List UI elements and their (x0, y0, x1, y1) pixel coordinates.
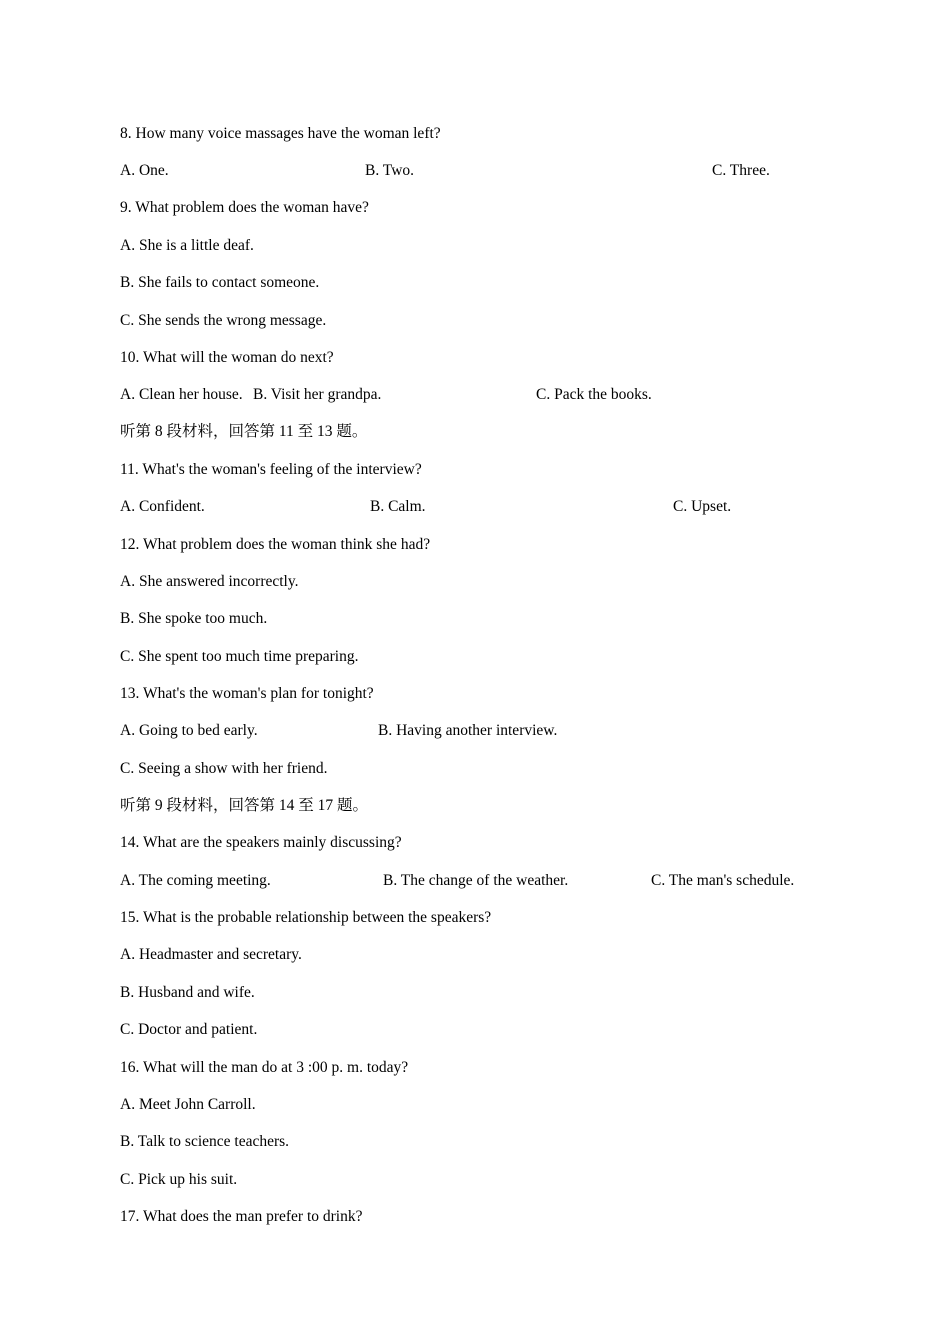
question-16-option-b: B. Talk to science teachers. (120, 1133, 290, 1150)
question-13-text: 13. What's the woman's plan for tonight? (120, 685, 374, 702)
question-12-option-b: B. She spoke too much. (120, 610, 268, 627)
question-12-option-a: A. She answered incorrectly. (120, 573, 299, 590)
question-13-option-a: A. Going to bed early. (120, 722, 258, 739)
question-13-option-c: C. Seeing a show with her friend. (120, 760, 328, 777)
question-8-option-b: B. Two. (365, 162, 415, 179)
question-9-option-c: C. She sends the wrong message. (120, 312, 327, 329)
question-9-option-b: B. She fails to contact someone. (120, 274, 320, 291)
question-15-text: 15. What is the probable relationship between the speakers? (120, 909, 492, 926)
question-13-option-b: B. Having another interview. (378, 722, 558, 739)
question-15-option-a: A. Headmaster and secretary. (120, 946, 302, 963)
question-16-text: 16. What will the man do at 3 :00 p. m. today? (120, 1059, 409, 1076)
question-12-text: 12. What problem does the woman think she had? (120, 536, 431, 553)
question-8-option-c: C. Three. (712, 162, 770, 179)
question-11-option-b: B. Calm. (370, 498, 426, 515)
question-8-text: 8. How many voice massages have the woman left? (120, 125, 441, 142)
question-11-text: 11. What's the woman's feeling of the interview? (120, 461, 422, 478)
question-11-option-c: C. Upset. (673, 498, 732, 515)
question-17-text: 17. What does the man prefer to drink? (120, 1208, 363, 1225)
question-10-option-b: B. Visit her grandpa. (253, 386, 382, 403)
question-16-option-a: A. Meet John Carroll. (120, 1096, 256, 1113)
section-8-heading: 听第 8 段材料，回答第 11 至 13 题。 (120, 423, 368, 440)
question-14-option-b: B. The change of the weather. (383, 872, 569, 889)
question-10-option-c: C. Pack the books. (536, 386, 652, 403)
question-9-text: 9. What problem does the woman have? (120, 199, 369, 216)
question-8-option-a: A. One. (120, 162, 169, 179)
question-10-option-a: A. Clean her house. (120, 386, 243, 403)
question-16-option-c: C. Pick up his suit. (120, 1171, 238, 1188)
question-12-option-c: C. She spent too much time preparing. (120, 648, 359, 665)
question-11-option-a: A. Confident. (120, 498, 205, 515)
question-15-option-c: C. Doctor and patient. (120, 1021, 258, 1038)
question-14-option-c: C. The man's schedule. (651, 872, 795, 889)
question-10-text: 10. What will the woman do next? (120, 349, 334, 366)
question-14-text: 14. What are the speakers mainly discussing? (120, 834, 402, 851)
question-14-option-a: A. The coming meeting. (120, 872, 271, 889)
section-9-heading: 听第 9 段材料，回答第 14 至 17 题。 (120, 797, 369, 814)
question-15-option-b: B. Husband and wife. (120, 984, 255, 1001)
question-9-option-a: A. She is a little deaf. (120, 237, 254, 254)
